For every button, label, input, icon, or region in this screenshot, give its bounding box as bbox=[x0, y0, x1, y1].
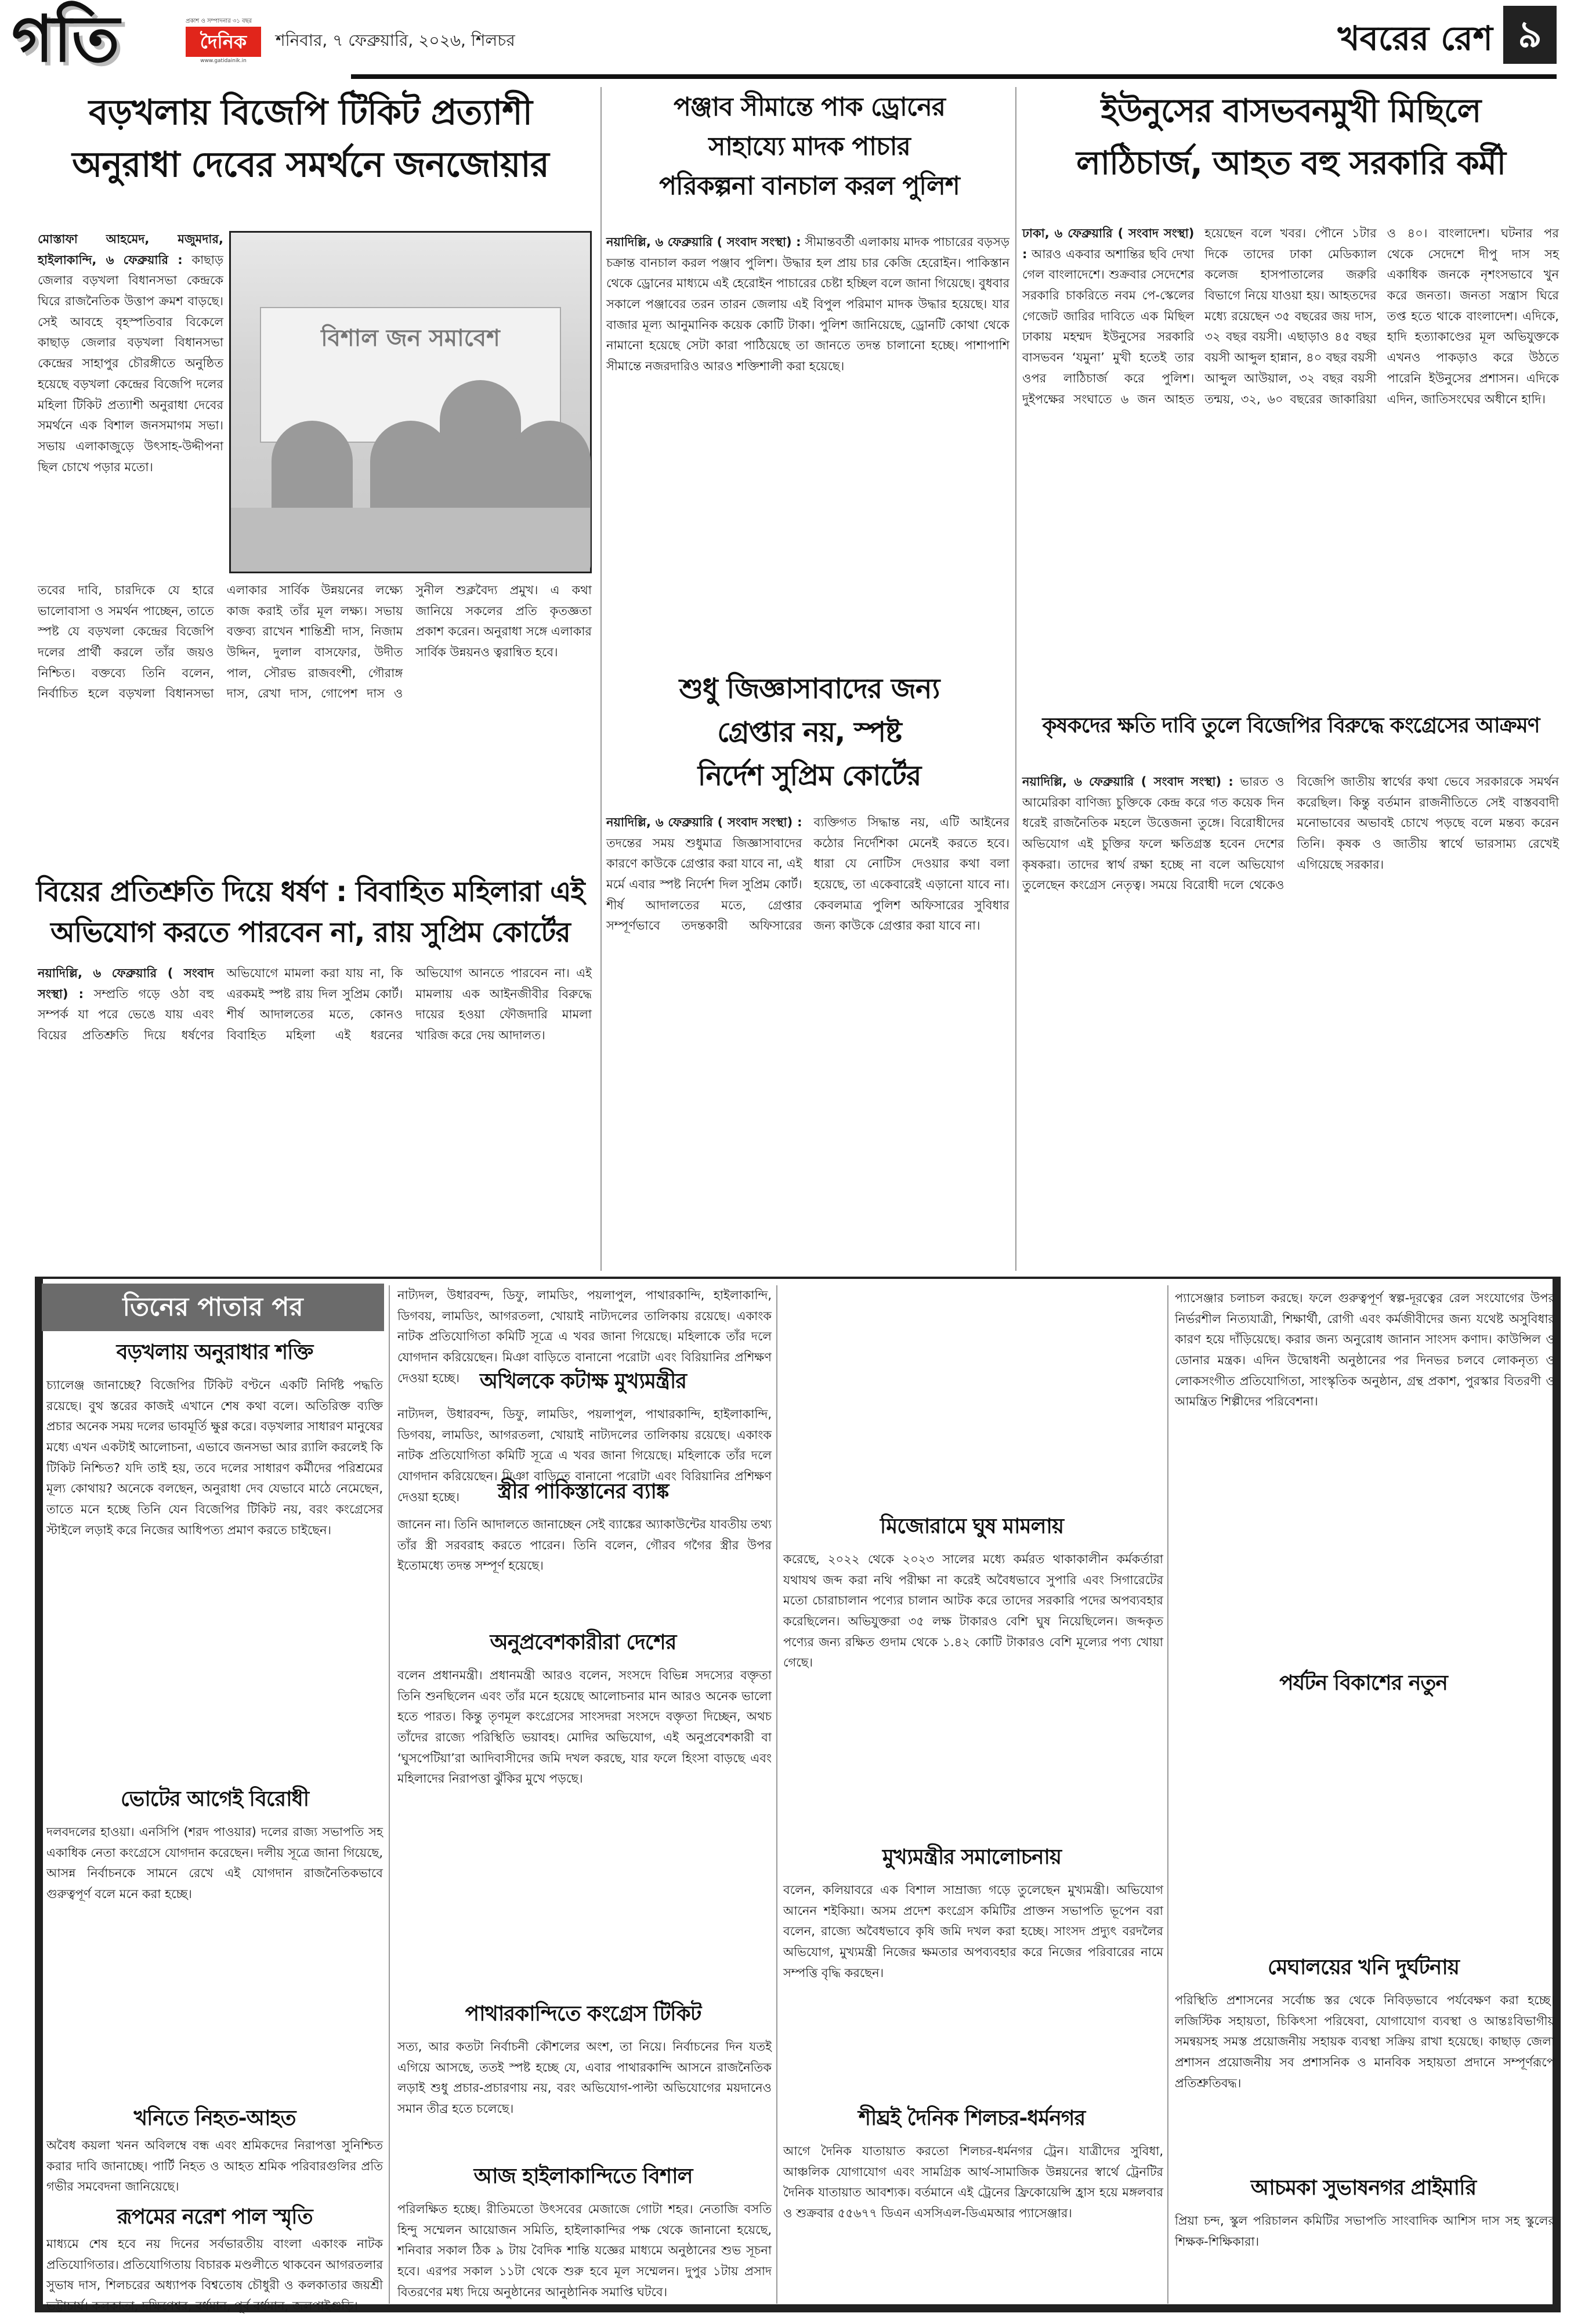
dateline: ঢাকা, ৬ ফেব্রুয়ারি ( সংবাদ সংস্থা) : bbox=[1022, 226, 1195, 261]
article-bjp-congress-body bbox=[1022, 772, 1559, 1265]
story-body: বলেন, কলিয়াবরে এক বিশাল সাম্রাজ্য গড়ে তুলেছেন মুখ্যমন্ত্রী। অভিযোগ আনেন শইকিয়া। অসম প্রদেশ কংগ্রেস কমিটির প্রাক্তন সভাপতি ভূপেন বরা বলেন, রাজ্যে অবৈধভাবে কৃষি জমি দখল করা হচ্ছে। সাংসদ প্রদ্যুৎ বরদলৈর অভিযোগ, মুখ্যমন্ত্রী নিজের ক্ষমতার অপব্যবহার করে নিজের পরিবারের নামে সম্পত্তি বৃদ্ধি করছেন। bbox=[783, 1883, 1163, 1980]
headline-marriage-2: অভিযোগ করতে পারবেন না, রায় সুপ্রিম কোর্টের bbox=[50, 916, 570, 949]
section-title: খবরের রেশ bbox=[1337, 19, 1493, 58]
article-text: ভারত ও আমেরিকা বাণিজ্য চুক্তিকে কেন্দ্র করে গত কয়েক দিন ধরেই রাজনৈতিক মহলে উত্তেজনা তুঙ্গে। বিরোধীদের অভিযোগ এই চুক্তির ফলে ক্ষতিগ্রস্ত হবেন দেশের কৃষকরা। তাদের স্বার্থ রক্ষা হচ্ছে না বলে অভিযোগ তুলেছেন কংগ্রেস নেতৃত্ব। bbox=[1022, 775, 1284, 892]
article-text: তদন্তের সময় শুধুমাত্র জিজ্ঞাসাবাদের কারণে কাউকে গ্রেপ্তার করা যাবে না, এই মর্মে এবার স্পষ্ট নির্দেশ দিল সুপ্রিম কোর্ট। শীর্ষ আদালতের মতে, গ্রেপ্তার সম্পূর্ণভাবে তদন্তকারী অফিসারের ব্যক্তিগত সিদ্ধান্ত নয়, এটি আইনের কঠোর নির্দেশিকা মেনেই করতে হবে। ধারা যে নোটিস দেওয়ার কথা বলা হয়েছে, তা একেবারেই এড়ানো যাবে না। কেবলমাত্র পুলিশ অফিসারের সুবিধার জন্য কাউকে গ্রেপ্তার করা যাবে না। bbox=[606, 815, 1009, 933]
issue-date: শনিবার, ৭ ফেব্রুয়ারি, ২০২৬, শিলচর bbox=[276, 31, 515, 50]
article-borkhola-body-continued bbox=[38, 580, 592, 865]
story-body-prior: নাট্যদল, উধারবন্দ, ডিফু, লামডিং, পয়লাপুল, পাথারকান্দি, হাইলাকান্দি, ডিগবয়, লামডিং, আগরতলা, খোয়াই নাট্যদলের তালিকায় রয়েছে। একাংক নাটক প্রতিযোগিতা কমিটি সূত্রে এ খবর জানা গিয়েছে। মহিলাকে তাঁর দলে যোগদান করিয়েছেন। মিঞা বাড়িতে বানানো পরোটা এবং বিরিয়ানির প্রশিক্ষণ দেওয়া হচ্ছে। bbox=[397, 1288, 772, 1385]
article-text: আরও একবার অশান্তির ছবি দেখা গেল বাংলাদেশে। শুক্রবার সেদেশের সরকারি চাকরিতে নবম পে-স্কেলের গেজেট জারির দাবিতে এক মিছিল ঢাকায় মহম্মদ ইউনুসের সরকারি বাসভবন ‘যমুনা’ মুখী হতেই তার ওপর লাঠিচার্জ করে পুলিশ। দুইপক্ষের সংঘাতে ৬ জন আহত হয়েছেন বলে খবর। bbox=[1022, 226, 1307, 406]
badge-years: প্রকাশ ও সম্পাদনার ৩১ বছর bbox=[186, 18, 252, 24]
column-divider bbox=[389, 1285, 390, 2304]
headline-punjab-3: পরিকল্পনা বানচাল করল পুলিশ bbox=[659, 171, 960, 201]
story-headline: মিজোরামে ঘুষ মামলায় bbox=[880, 1515, 1064, 1538]
story-body: চ্যালেঞ্জ জানাচ্ছে? বিজেপির টিকিট বণ্টনে একটি নির্দিষ্ট পদ্ধতি রয়েছে। বুথ স্তরের কাজই এখানে শেষ কথা বলে। অতিরিক্ত ব্যক্তি প্রচার অনেক সময় দলের ভাবমূর্তি ক্ষুণ্ণ করে। বড়খলার সাধারণ মানুষের মধ্যে এখন একটাই আলোচনা, এভাবে জনসভা আর র‍্যালি করলেই কি টিকিট নিশ্চিত? যদি তাই হয়, তবে দলের সাধারণ কর্মীদের পরিশ্রমের মূল্য কোথায়? অনেকে বলছেন, অনুরাধা দেব যেভাবে মাঠে নেমেছেন, তাতে মনে হচ্ছে তিনি যেন বিজেপির টিকিট নয়, বরং কংগ্রেসের স্টাইলে লড়াই করে নিজের আধিপত্য প্রমাণ করতে চাইছেন। bbox=[46, 1378, 383, 1537]
photo-table bbox=[231, 508, 590, 572]
badge-site: www.gatidainik.in bbox=[200, 58, 247, 64]
story-headline: অনুপ্রবেশকারীরা দেশের bbox=[490, 1631, 676, 1654]
photo-banner-text: বিশাল জন সমাবেশ bbox=[260, 307, 562, 443]
story-body: করেছে, ২০২২ থেকে ২০২৩ সালের মধ্যে কর্মরত থাকাকালীন কর্মকর্তারা যথাযথ জব্দ করা নথি পরীক্ষা না করেই অবৈধভাবে সুপারি এবং সিগারেটের মতো চোরাচালান পণ্যের চালান আটক করে তাদের সরকারি পদের অপব্যবহার করেছিলেন। অভিযুক্তরা ৩৫ লক্ষ টাকারও বেশি ঘুষ নিয়েছিলেন। জব্দকৃত পণ্যের জন্য রক্ষিত গুদাম থেকে ১.৪২ কোটি টাকারও বেশি মূল্যের পণ্য খোয়া গেছে। bbox=[783, 1552, 1163, 1670]
badge-label: দৈনিক bbox=[186, 27, 261, 57]
article-text: পৌনে ১টার দিকে তাদের ঢাকা মেডিক্যাল কলেজ হাসপাতালের জরুরি বিভাগে নিয়ে যাওয়া হয়। আহতদের মধ্যে রয়েছেন ৩৫ বছরের জয় দাস, ৩২ বছর বয়সী। এছাড়াও ৪৫ বছর বয়সী আব্দুল হান্নান, ৪০ বছর বয়সী আব্দুল আউয়াল, ৩২ বছর বয়সী তন্ময়, ৩২, ৬০ বছরের জাকারিয়া ও ৪০। bbox=[1204, 226, 1428, 406]
article-arrest-body bbox=[606, 812, 1009, 1265]
story-headline: মুখ্যমন্ত্রীর সমালোচনায় bbox=[882, 1845, 1062, 1869]
story-body: মাধ্যমে শেষ হবে নয় দিনের সর্বভারতীয় বাংলা একাংক নাটক প্রতিযোগিতার। প্রতিযোগিতায় বিচারক মণ্ডলীতে থাকবেন আগরতলার সুভাষ দাস, শিলচরের অধ্যাপক বিশ্বতোষ চৌধুরী ও কলকাতার জয়শ্রী ভট্টাচার্য। কলকাতা, দক্ষিণেশ্বর, বর্ধমান, পূর্ব বর্ধমান, জলপাইগুড়ি। bbox=[46, 2237, 383, 2314]
story-headline: পাথারকান্দিতে কংগ্রেস টিকিট bbox=[465, 2002, 701, 2026]
headline-marriage-1: বিয়ের প্রতিশ্রুতি দিয়ে ধর্ষণ : বিবাহিত মহিলারা এই bbox=[36, 876, 585, 908]
article-text: সীমান্তবর্তী এলাকায় মাদক পাচারের বড়সড় চক্রান্ত বানচাল করল পঞ্জাব পুলিশ। উদ্ধার হল প্রায় চার কেজি হেরোইন। পাকিস্তান থেকে ড্রোনের মাধ্যমে এই হেরোইন পাচারের চেষ্টা হচ্ছিল বলে জানা গিয়েছে। বুধবার সকালে পঞ্জাবের তরন তারন জেলায় এই বিপুল পরিমাণ মাদক উদ্ধার হয়েছে। যার বাজার মূল্য আনুমানিক কয়েক কোটি টাকা। পুলিশ জানিয়েছে, ড্রোনটি কোথা থেকে নামানো হয়েছে সেটা কারা পাঠিয়েছে তা জানতে তদন্ত চালানো হচ্ছে। পাশাপাশি সীমান্তে নজরদারিও আরও শক্তিশালী করা হয়েছে। bbox=[606, 235, 1009, 374]
dateline: মোস্তাফা আহমেদ, মজুমদার, হাইলাকান্দি, ৬ ফেব্রুয়ারি : bbox=[38, 232, 223, 267]
article-text: সম্প্রতি গড়ে ওঠা বহু সম্পর্ক যা পরে ভেঙে যায় এবং বিয়ের প্রতিশ্রুতি দিয়ে ধর্ষণের অভিযোগে মামলা করা যায় না, কি এরকমই স্পষ্ট রায় দিল সুপ্রিম কোর্ট। শীর্ষ আদালতের মতে, কোনও বিবাহিত মহিলা এই ধরনের অভিযোগ আনতে পারবেন না। এই মামলায় এক আইনজীবীর বিরুদ্ধে দায়ের হওয়া ফৌজদারি মামলা খারিজ করে দেয় আদালত। bbox=[38, 966, 592, 1043]
story-body: প্যাসেঞ্জার চলাচল করছে। ফলে গুরুত্বপূর্ণ স্বল্প-দূরত্বের রেল সংযোগের উপর নির্ভরশীল নিত্যযাত্রী, শিক্ষার্থী, রোগী এবং কর্মজীবীদের জন্য যথেষ্ট অসুবিধার কারণ হয়ে দাঁড়িয়েছে। করার জন্য অনুরোধ জানান সাংসদ কণাদ। কাউন্সিল ও ডোনার মন্ত্রক। এদিন উদ্বোধনী অনুষ্ঠানের পর দিনভর চলবে লোকনৃত্য ও লোকসংগীত প্রতিযোগিতা, সাংস্কৃতিক অনুষ্ঠান, গ্রন্থ প্রকাশ, পুরস্কার বিতরণী ও আমন্ত্রিত শিল্পীদের পরিবেশনা। bbox=[1175, 1291, 1555, 1409]
article-text: সভায় বক্তব্য রাখেন শান্তিশ্রী দাস, নিজাম উদ্দিন, দুলাল বাসফোর, উদীত পাল, সৌরভ রাজবংশী, গৌরাঙ্গ দাস, রেখা দাস, গোপেশ দাস ও সুনীল শুক্লবৈদ্য প্রমুখ। এ কথা জানিয়ে সকলের প্রতি কৃতজ্ঞতা প্রকাশ করেন। অনুরাধা সঙ্গে এলাকার সার্বিক উন্নয়নও ত্বরান্বিত হবে। bbox=[226, 583, 592, 701]
masthead bbox=[0, 0, 1574, 87]
story-body: অবৈধ কয়লা খনন অবিলম্বে বন্ধ এবং শ্রমিকদের নিরাপত্তা সুনিশ্চিত করার দাবি জানাচ্ছে। পার্টি নিহত ও আহত শ্রমিক পরিবারগুলির প্রতি গভীর সমবেদনা জানিয়েছে। bbox=[46, 2138, 383, 2194]
headline-arrest-3: নির্দেশ সুপ্রিম কোর্টের bbox=[697, 760, 921, 792]
article-text: কাছাড় জেলার বড়খলা বিধানসভা কেন্দ্রকে ঘিরে রাজনৈতিক উত্তাপ ক্রমশ বাড়ছে। সেই আবহে বৃহস্পতিবার বিকেলে কাছাড় জেলার বড়খলা বিধানসভা কেন্দ্রের সাহাপুর চৌরঙ্গীতে অনুষ্ঠিত হয়েছে বড়খলা কেন্দ্রের বিজেপি দলের মহিলা টিকিট প্রত্যাশী অনুরাধা দেবের সমর্থনে এক বিশাল জনসমাগম সভা। সভায় এলাকাজুড়ে উৎসাহ-উদ্দীপনা ছিল চোখে পড়ার মতো। bbox=[38, 252, 223, 474]
story-body: সত্য, আর কতটা নির্বাচনী কৌশলের অংশ, তা নিয়ে। নির্বাচনের দিন যতই এগিয়ে আসছে, ততই স্পষ্ট হচ্ছে যে, এবার পাথারকান্দি আসনে রাজনৈতিক লড়াই শুধু প্রচার-প্রচারণায় নয়, বরং অভিযোগ-পাল্টা অভিযোগের ময়দানেও সমান তীব্র হতে চলেছে। bbox=[397, 2040, 772, 2116]
page-number: ৯ bbox=[1503, 6, 1557, 64]
story-body: নাট্যদল, উধারবন্দ, ডিফু, লামডিং, পয়লাপুল, পাথারকান্দি, হাইলাকান্দি, ডিগবয়, লামডিং, আগরতলা, খোয়াই নাট্যদলের তালিকায় রয়েছে। একাংক নাটক প্রতিযোগিতা কমিটি সূত্রে এ খবর জানা গিয়েছে। মহিলাকে তাঁর দলে যোগদান করিয়েছেন। মিঞা বাড়িতে বানানো পরোটা এবং বিরিয়ানির প্রশিক্ষণ দেওয়া হচ্ছে। bbox=[397, 1407, 772, 1504]
story-headline: মেঘালয়ের খনি দুর্ঘটনায় bbox=[1268, 1956, 1459, 1979]
dateline: নয়াদিল্লি, ৬ ফেব্রুয়ারি ( সংবাদ সংস্থা) : bbox=[606, 235, 801, 249]
story-headline: পর্যটন বিকাশের নতুন bbox=[1279, 1671, 1448, 1695]
dateline: নয়াদিল্লি, ৬ ফেব্রুয়ারি ( সংবাদ সংস্থা) : bbox=[1022, 775, 1233, 789]
dateline: নয়াদিল্লি, ৬ ফেব্রুয়ারি ( সংবাদ সংস্থা) : bbox=[606, 815, 802, 829]
story-body: বলেন প্রধানমন্ত্রী। প্রধানমন্ত্রী আরও বলেন, সংসদে বিভিন্ন সদস্যের বক্তৃতা তিনি শুনছিলেন এবং তাঁর মনে হয়েছে আলোচনার মান আরও অনেক ভালো হতে পারত। কিন্তু তৃণমূল কংগ্রেসের সাংসদরা সংসদে বক্তৃতা দিচ্ছেন, অথচ তাঁদের রাজ্যে পরিস্থিতি ভয়াবহ। মোদির অভিযোগ, এই অনুপ্রবেশকারী বা ‘ঘুসপেটিয়া’রা আদিবাসীদের জমি দখল করছে, যার ফলে হিংসা বাড়ছে এবং মহিলাদের নিরাপত্তা ঝুঁকির মুখে পড়ছে। bbox=[397, 1668, 772, 1786]
dainik-badge bbox=[186, 17, 261, 70]
section-tab-continued: তিনের পাতার পর bbox=[42, 1284, 384, 1331]
story-body: আগে দৈনিক যাতায়াত করতো শিলচর-ধর্মনগর ট্রেন। যাত্রীদের সুবিধা, আঞ্চলিক যোগাযোগ এবং সামগ্রিক আর্থ-সামাজিক উন্নয়নের স্বার্থে ট্রেনটির দৈনিক যাতায়াত আবশ্যক। বর্তমানে এই ট্রেনের ফ্রিকোয়েন্সি হ্রাস হয়ে মঙ্গলবার ও শুক্রবার ৫৫৬৭৭ ডিএন এসসিএল-ডিএমআর প্যাসেঞ্জার। bbox=[783, 2144, 1163, 2221]
story-body: প্রিয়া চন্দ, স্কুল পরিচালন কমিটির সভাপতি সাংবাদিক আশিস দাস সহ স্কুলের শিক্ষক-শিক্ষিকারা। bbox=[1175, 2214, 1555, 2249]
story-body: দলবদলের হাওয়া। এনসিপি (শরদ পাওয়ার) দলের রাজ্য সভাপতি সহ একাধিক নেতা কংগ্রেসে যোগদান করেছেন। দলীয় সূত্রে জানা গিয়েছে, আসন্ন নির্বাচনকে সামনে রেখে এই যোগদান রাজনৈতিকভাবে গুরুত্বপূর্ণ বলে মনে করা হচ্ছে। bbox=[46, 1825, 383, 1902]
article-marriage-body bbox=[38, 963, 592, 1265]
headline-bjp-congress: কৃষকদের ক্ষতি দাবি তুলে বিজেপির বিরুদ্ধে কংগ্রেসের আক্রমণ bbox=[1042, 714, 1540, 738]
dateline: নয়াদিল্লি, ৬ ফেব্রুয়ারি ( সংবাদ সংস্থা) : bbox=[38, 966, 214, 1001]
headline-arrest-1: শুধু জিজ্ঞাসাবাদের জন্য bbox=[679, 673, 940, 705]
headline-punjab-1: পঞ্জাব সীমান্তে পাক ড্রোনের bbox=[674, 92, 945, 122]
article-text: তবের দাবি, চারদিকে যে হারে ভালোবাসা ও সমর্থন পাচ্ছেন, তাতে স্পষ্ট যে বড়খলা কেন্দ্রের বিজেপি দলের প্রার্থী করলে তাঁর জয়ও নিশ্চিত। বক্তব্যে তিনি বলেন, নির্বাচিত হলে বড়খলা বিধানসভা এলাকার সার্বিক উন্নয়নের লক্ষ্যে কাজ করাই তাঁর মূল লক্ষ্য। bbox=[38, 583, 403, 701]
story-body: পরিস্থিতি প্রশাসনের সর্বোচ্চ স্তর থেকে নিবিড়ভাবে পর্যবেক্ষণ করা হচ্ছে। লজিস্টিক সহায়তা, চিকিৎসা পরিষেবা, যোগাযোগ ব্যবস্থা ও আন্তঃবিভাগীয় সমন্বয়সহ সমস্ত প্রয়োজনীয় সহায়ক ব্যবস্থা সক্রিয় রাখা হয়েছে। কাছাড় জেলা প্রশাসন প্রয়োজনীয় সব প্রশাসনিক ও মানবিক সহায়তা প্রদানে সম্পূর্ণরূপে প্রতিশ্রুতিবদ্ধ। bbox=[1175, 1993, 1555, 2090]
column-divider bbox=[1167, 1285, 1168, 2304]
story-headline: রূপমের নরেশ পাল স্মৃতি bbox=[117, 2205, 313, 2229]
headline-yunus-1: ইউনুসের বাসভবনমুখী মিছিলে bbox=[1101, 92, 1481, 130]
headline-yunus-2: লাঠিচার্জ, আহত বহু সরকারি কর্মী bbox=[1076, 144, 1506, 182]
headline-punjab-2: সাহায্যে মাদক পাচার bbox=[708, 132, 910, 161]
story-headline: আচমকা সুভাষনগর প্রাইমারি bbox=[1250, 2176, 1477, 2200]
column-divider bbox=[776, 1285, 777, 2304]
headline-borkhola-1: বড়খলায় বিজেপি টিকিট প্রত্যাশী bbox=[89, 92, 532, 133]
story-headline: আজ হাইলাকান্দিতে বিশাল bbox=[473, 2164, 693, 2188]
article-punjab-body bbox=[606, 232, 1009, 662]
newspaper-logo: গতি bbox=[12, 1, 120, 76]
column-divider bbox=[600, 87, 602, 1271]
story-headline: স্ত্রীর পাকিস্তানের ব্যাঙ্ক bbox=[497, 1480, 669, 1503]
article-yunus-body bbox=[1022, 223, 1559, 705]
article-photo-rally bbox=[229, 231, 592, 573]
headline-arrest-2: গ্রেপ্তার নয়, স্পষ্ট bbox=[717, 716, 902, 749]
article-text: সময়ে বিরোধী দলে থেকেও বিজেপি জাতীয় স্বার্থের কথা ভেবে সরকারকে সমর্থন করেছিল। কিন্তু বর্তমান রাজনীতিতে সেই বাস্তববাদী মনোভাবের অভাবই চোখে পড়ছে বলে মন্তব্য করেন তিনি। কৃষক ও জাতীয় স্বার্থে ভারসাম্য রেখেই এগিয়েছে সরকার। bbox=[1150, 775, 1559, 892]
headline-borkhola-2: অনুরাধা দেবের সমর্থনে জনজোয়ার bbox=[72, 144, 549, 185]
story-body: পরিলক্ষিত হচ্ছে। রীতিমতো উৎসবের মেজাজে গোটা শহর। নেতাজি বসতি হিন্দু সম্মেলন আয়োজন সমিতি, হাইলাকান্দির পক্ষ থেকে জানানো হয়েছে, শনিবার সকাল ঠিক ৯ টায় বৈদিক শান্তি যজ্ঞের মাধ্যমে অনুষ্ঠানের শুভ সূচনা হবে। এরপর সকাল ১১টা থেকে শুরু হবে মূল সম্মেলন। দুপুর ১টায় প্রসাদ বিতরণের মধ্য দিয়ে অনুষ্ঠানের আনুষ্ঠানিক সমাপ্তি ঘটবে। bbox=[397, 2202, 772, 2299]
story-headline: ভোটের আগেই বিরোধী bbox=[120, 1787, 309, 1811]
story-headline: বড়খলায় অনুরাধার শক্তি bbox=[116, 1340, 313, 1364]
story-body: জানেন না। তিনি আদালতে জানাচ্ছেন সেই ব্যাঙ্কের অ্যাকাউন্টের যাবতীয় তথ্য তাঁর স্ত্রী সরবরাহ করতে পারেন। তিনি বলেন, গৌরব গগৈর স্ত্রীর উপর ইতোমধ্যে তদন্ত সম্পূর্ণ হয়েছে। bbox=[397, 1517, 772, 1573]
story-headline: অখিলকে কটাক্ষ মুখ্যমন্ত্রীর bbox=[479, 1369, 687, 1393]
article-text: বাংলাদেশ। ঘটনার পর থেকে সেদেশে দীপু দাস সহ একাধিক জনকে নৃশংসভাবে খুন করে জনতা। জনতা সন্ত্রাস ঘিরে তপ্ত হতে থাকে বাংলাদেশ। এদিকে, হাদি হত্যাকাণ্ডের মূল অভিযুক্তকে এখনও পাকড়াও করে উঠতে পারেনি ইউনুসের প্রশাসন। এদিকে এদিন, জাতিসংঘের অধীনে হাদি। bbox=[1387, 226, 1559, 406]
story-headline: খনিতে নিহত-আহত bbox=[133, 2106, 296, 2130]
story-headline: শীঘ্রই দৈনিক শিলচর-ধর্মনগর bbox=[858, 2106, 1085, 2130]
article-borkhola-body bbox=[38, 229, 223, 572]
masthead-rule bbox=[351, 74, 1557, 79]
column-divider bbox=[1015, 87, 1016, 1271]
